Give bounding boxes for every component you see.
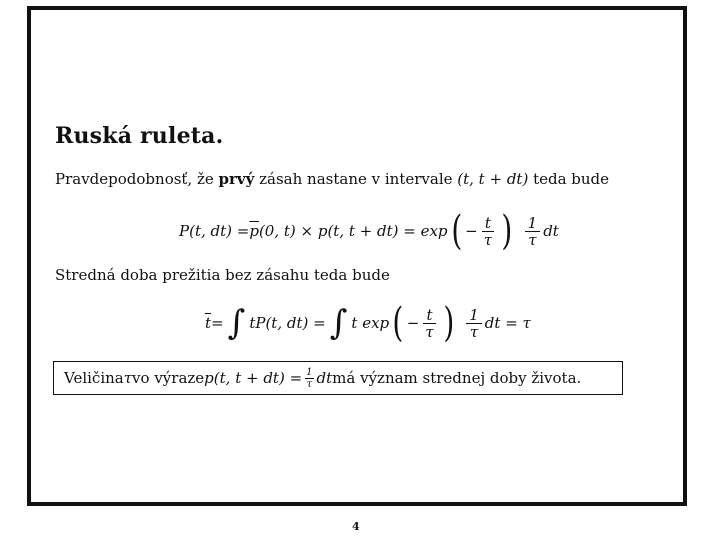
text-line-survival: Stredná doba prežitia bez zásahu teda bude [55, 266, 390, 284]
frac-numerator: t [423, 307, 435, 324]
eq2-minus: − [406, 314, 420, 332]
eq2-equals: = [211, 314, 224, 332]
eq1-dt: dt [543, 222, 559, 240]
equation-mean-lifetime [205, 296, 531, 350]
slide-title: Ruská ruleta. [55, 123, 224, 149]
eq1-lhs: P(t, dt) = [179, 222, 250, 240]
eq2-integrand2: t exp [351, 314, 390, 332]
integral-sign: ∫ [329, 303, 348, 343]
slide-frame [27, 6, 687, 506]
fraction-1-over-tau [305, 367, 313, 390]
left-paren: ( [450, 208, 462, 254]
left-paren: ( [392, 300, 404, 346]
eq1-minus: − [465, 222, 478, 240]
boxed-statement [53, 361, 623, 395]
integral-sign: ∫ [227, 303, 246, 343]
fraction-t-over-tau [481, 215, 495, 248]
line1-pre: Pravdepodobnosť, že [55, 170, 219, 188]
line1-bold: prvý [218, 170, 255, 188]
boxed-post: má význam strednej doby života. [332, 369, 582, 387]
right-paren: ) [501, 208, 513, 254]
equation-probability [179, 202, 559, 260]
fraction-t-over-tau [422, 307, 436, 340]
right-paren: ) [442, 300, 454, 346]
boxed-dt: dt [316, 369, 333, 387]
line1-post: zásah nastane v intervale [254, 170, 458, 188]
frac-numerator: t [482, 215, 494, 232]
fraction-1-over-tau [525, 215, 541, 248]
boxed-expr: p(t, t + dt) = [204, 369, 303, 387]
frac-denominator: τ [528, 230, 537, 249]
eq1-mid: (0, t) × p(t, t + dt) = exp [258, 222, 448, 240]
eq2-tbar: $\overline{t}$ [205, 314, 212, 332]
boxed-mid: vo výraze [132, 369, 205, 387]
eq2-integrand1: tP(t, dt) = [249, 314, 326, 332]
frac-numerator: 1 [306, 366, 313, 378]
boxed-tau: τ [123, 369, 133, 387]
frac-denominator: τ [425, 322, 434, 341]
frac-denominator: τ [483, 230, 493, 249]
eq2-tail: dt = τ [484, 314, 531, 332]
frac-numerator: 1 [525, 215, 541, 232]
eq1-pbar: $\overline{p}$ [249, 222, 259, 240]
frac-denominator: τ [469, 322, 479, 341]
line1-interval: (t, t + dt) [457, 170, 529, 188]
page-number: 4 [352, 520, 360, 533]
text-line-probability [55, 170, 609, 188]
frac-denominator: τ [306, 378, 313, 390]
fraction-1-over-tau [466, 307, 482, 340]
line1-tail: teda bude [528, 170, 610, 188]
boxed-pre: Veličina [64, 369, 124, 387]
frac-numerator: 1 [466, 307, 482, 324]
